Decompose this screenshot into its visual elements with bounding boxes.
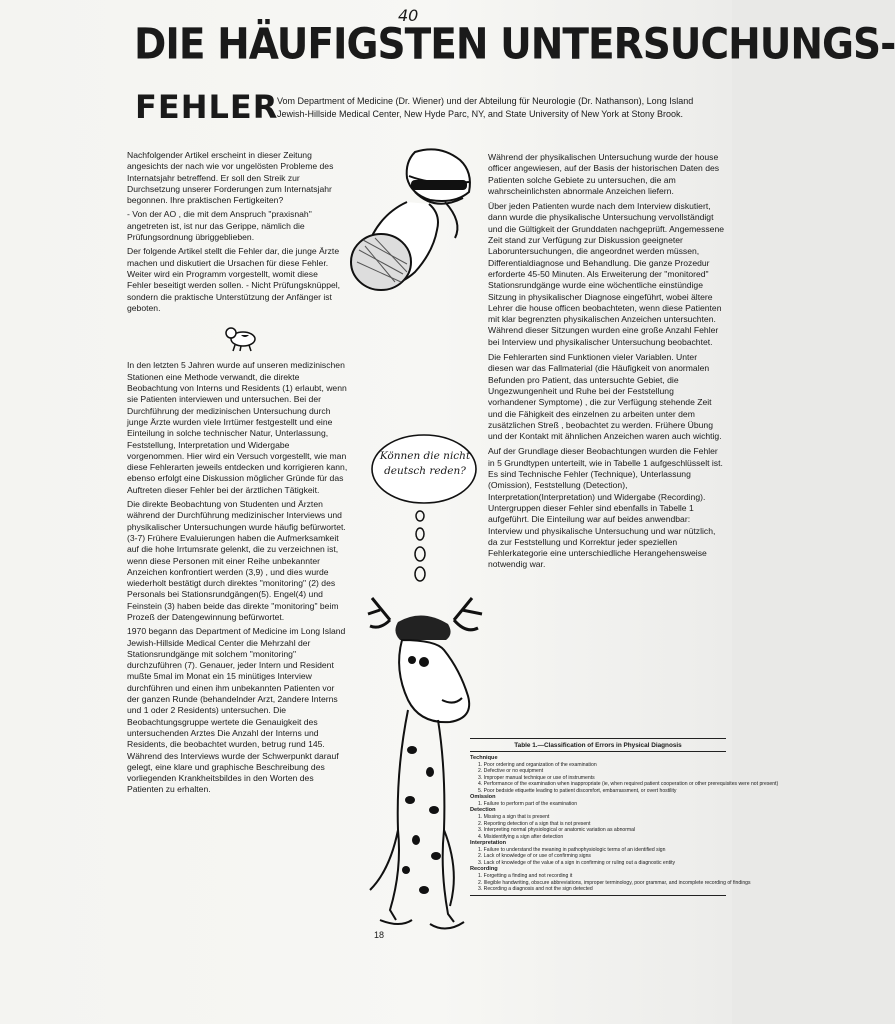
table-title: Table 1.—Classification of Errors in Physical Diagnosis xyxy=(470,739,726,752)
left-paragraph: In den letzten 5 Jahren wurde auf unseren medizinischen Stationen eine Methode verwandt, die direkte Beobachtung von Interns und Residents (1) erlaubt, wenn sie Patienten interviewen und untersuchen. Bei der Durchführung der medizinischen Untersuchung durch junge Ärzte wurden viele Irrtümer festgestellt und eine Einteilung in solche technischer Natur, Unterlassung, Feststellung, Interpretation und Widergabe vorgenommen. Hier wird ein Versuch vorgestellt, wie man diese Fehlerarten jeweils entdecken und korrigieren kann, ebenso erfolgt eine Diskussion möglicher Gründe für das Auftreten dieser Fehler bei der ärztlichen Tätigkeit. xyxy=(127,360,348,495)
classification-table xyxy=(470,738,779,896)
headline-line-2: FEHLER xyxy=(135,88,279,126)
table-section-heading: Technique xyxy=(470,755,498,761)
left-paragraph: Der folgende Artikel stellt die Fehler dar, die junge Ärzte machen und diskutiert die Ursachen für diese Fehler. Weiter wird ein Programm vorgestellt, womit diese Fehler beseitigt werden sollen. - Nicht Prüfungsknüppel, sondern die praktische Unterstützung der Anfänger ist geboten. xyxy=(127,246,341,313)
table-item: 3. Interpreting normal physiological or anatomic variation as abnormal xyxy=(478,827,636,834)
table-item: 3. Improper manual technique or use of instruments xyxy=(478,774,595,781)
giraffe-illustration xyxy=(350,510,490,940)
handwritten-page-annotation: 40 xyxy=(398,6,419,25)
table-item: 2. Reporting detection of a sign that is not present xyxy=(478,820,591,827)
table-item: 5. Poor bedside etiquette leading to patient discomfort, embarrassment, or overt hostility xyxy=(478,787,677,794)
table-item: 1. Failure to perform part of the examination xyxy=(478,801,578,808)
table-item: 3. Lack of knowledge of the value of a sign in confirming or ruling out a diagnostic entity xyxy=(478,859,676,866)
right-paragraph: Auf der Grundlage dieser Beobachtungen wurden die Fehler in 5 Grundtypen unterteilt, wie in Tabelle 1 aufgeschlüsselt ist. Es sind Technische Fehler (Technique), Unterlassung (Omission), Feststellung (Detection), Interpretation(Interpretation) und Widergabe (Recording). Untergruppen dieser Fehler sind ebenfalls in Tabelle 1 aufgeführt. Die Einteilung war auf beides anwendbar: Interview und physikalische Untersuchung und war nützlich, da zur Feststellung und Korrektur jeder speziellen Fehlerkategorie eine unterschiedliche Herangehensweise notwendig war. xyxy=(488,446,723,570)
right-text-column xyxy=(488,152,724,575)
speech-bubble-text: Können die nicht deutsch reden? xyxy=(379,450,471,477)
table-item: 2. Lack of knowledge of or use of confirming signs xyxy=(478,853,591,860)
table-item: 4. Performance of the examination when inappropriate (ie, when required patient cooperation or other prerequisites were not present) xyxy=(478,781,779,788)
table-section-heading: Interpretation xyxy=(470,840,507,847)
table-item: 2. Illegible handwriting, obscure abbreviations, improper terminology, poor grammar, and incomplete recording of findings xyxy=(478,879,751,886)
author-byline: Vom Department of Medicine (Dr. Wiener) und der Abteilung für Neurologie (Dr. Nathanson), Long Island Jewish-Hillside Medical Center, New Hyde Parc, NY, and State University of New York at Stony Brook. xyxy=(277,96,694,119)
right-paragraph: Die Fehlerarten sind Funktionen vieler Variablen. Unter diesen war das Fallmaterial (die Häufigkeit von anormalen Befunden pro Patient, das untersuchte Gebiet, die Ungezwungenheit und Ruhe bei der Feststellung vorhandener Symptome) , die zur Verfügung stehende Zeit und die Fähigkeit des einzelnen zu arbeiten unter dem zusätzlichen Streß , beobachtet zu werden. Frühere Übung und der Kontakt mit ähnlichen Anzeichen waren auch wichtig. xyxy=(488,352,722,442)
table-section-heading: Omission xyxy=(470,794,496,801)
page-number: 18 xyxy=(374,930,385,940)
left-paragraph: Die direkte Beobachtung von Studenten und Ärzten während der Durchführung medizinischer Interviews und physikalischer Untersuchungen wurde häufig befürwortet. (3-7) Frühere Evaluierungen haben die Aufmerksamkeit auf die hohe Irrtumsrate gelenkt, die zu verzeichnen ist, wenn diese Personen mit einer Reihe unbekannter Anzeichen konfrontiert werden (3,9) , und dies wurde wiederholt bestätigt durch direktes "monitoring" (2) des Personals bei Stationsrundgängen(5). Engel(4) und Feinstein (3) haben beide das direkte "monitoring" beim Prozeß der Datengewinnung befürwortet. xyxy=(127,499,346,622)
table-item: 4. Misidentifying a sign after detection xyxy=(478,833,564,840)
small-dog-doodle xyxy=(223,323,263,353)
left-paragraph: - Von der AO , die mit dem Anspruch "praxisnah" angetreten ist, ist nur das Gerippe, nämlich die Prüfungsordnung übriggeblieben. xyxy=(127,209,312,243)
table-section-heading: Detection xyxy=(470,807,496,814)
right-paragraph: Über jeden Patienten wurde nach dem Interview diskutiert, dann wurde die physikalische Untersuchung vervollständigt und die Gültigkeit der Grunddaten nachgeprüft. Angemessene Zeit stand zur Verfügung zur Diskussion geeigneter Laboruntersuchungen, die angeordnet werden müssen, Differentialdiagnose und Behandlung. Die ganze Prozedur erforderte 45-50 Minuten. Als Erweiterung der "monitored" Stationsrundgänge wurde eine wöchentliche einstündige Sitzung in physikalischer Diagnose eingeführt, wobei ältere Lehrer die house officen beobachteten, wenn diese Patienten mit klar begrenzten physikalischen Anzeichen untersuchten. Während dieser Sitzungen wurden eine große Anzahl Fehler bei Interview und physikalischer Untersuchung beobachtet. xyxy=(488,201,725,347)
headline-line-1: DIE HÄUFIGSTEN UNTERSUCHUNGS- xyxy=(134,20,895,70)
table-item: 1. Forgetting a finding and not recording it xyxy=(478,873,573,880)
left-paragraph: 1970 begann das Department of Medicine im Long Island Jewish-Hillside Medical Center die Mehrzahl der Stationsrundgänge mit solchem "monitoring" durchzuführen (7). Genauer, jeder Intern und Resident mußte 5mal im Monat ein 15 minütiges Interview durchführen und einen ihm unbekannten Patienten vor der ganzen Runde (behandelnder Arzt, 2andere Interns und 1 oder 2 Residents) untersuchen. Die Beobachtungsgruppe wertete die Genauigkeit des untersuchenden Arztes Die Anzahl der Interns und Residents, die beobachtet wurden, betrug rund 145. Während des Interviews wurde der Schwerpunkt darauf gelegt, eine klare und graphische Beschreibung des vorliegenden Krankheitsbildes in den Worten des Patienten zu erhalten. xyxy=(127,626,346,795)
left-text-column xyxy=(127,150,349,799)
table-item: 1. Poor ordering and organization of the examination xyxy=(478,762,597,768)
table-item: 2. Defective or no equipment xyxy=(478,768,544,775)
table-item: 1. Missing a sign that is present xyxy=(478,814,550,821)
table-item: 3. Recording a diagnosis and not the sign detected xyxy=(478,886,593,893)
table-section-heading: Recording xyxy=(470,866,498,873)
right-paragraph: Während der physikalischen Untersuchung wurde der house officer angewiesen, auf der Basis der historischen Daten des Patienten solche Gebiete zu untersuchen, die am wahrscheinlichsten abnormale Anzeichen liefern. xyxy=(488,152,720,196)
left-paragraph: Nachfolgender Artikel erscheint in dieser Zeitung angesichts der nach wie vor ungelösten Probleme des Internatsjahr betreffend. Er soll den Streik zur Durchsetzung unserer Forderungen zum Internatsjahr begonnen. Ihre praktischen Fertigkeiten? xyxy=(127,150,334,206)
reading-man-illustration xyxy=(345,142,487,302)
table-item: 1. Failure to understand the meaning in pathophysiologic terms of an identified sign xyxy=(478,847,666,854)
